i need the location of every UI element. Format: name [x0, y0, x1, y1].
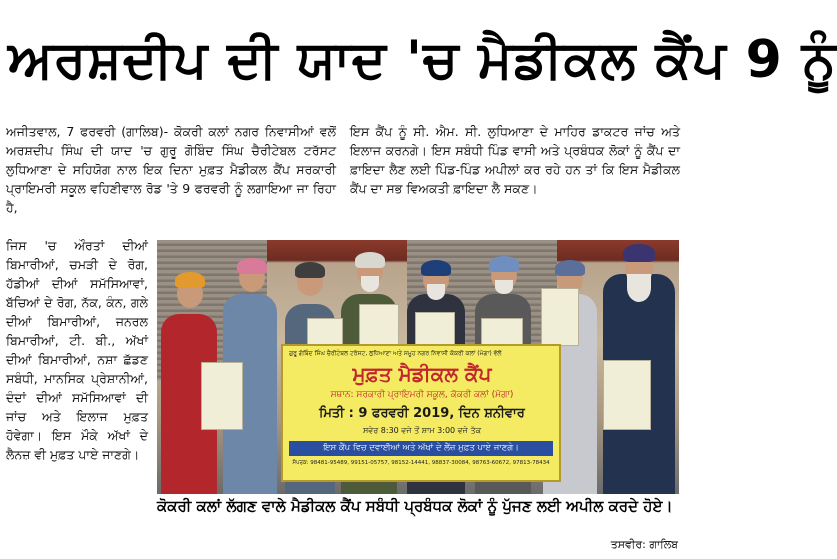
banner-strip: ਇਸ ਕੈਂਪ ਵਿਚ ਦਵਾਈਆਂ ਅਤੇ ਅੱਖਾਂ ਦੇ ਲੈਂਜ਼ ਮੁਫ਼ਤ ਪਾਏ ਜਾਣਗੇ।: [289, 441, 553, 456]
poster-7: [603, 360, 651, 430]
poster-6: [541, 288, 579, 346]
person-5-turban: [421, 260, 451, 276]
photo-caption: ਕੋਕਰੀ ਕਲਾਂ ਲੱਗਣ ਵਾਲੇ ਮੈਡੀਕਲ ਕੈਂਪ ਸਬੰਧੀ ਪ੍ਰਬੰਧਕ ਲੋਕਾਂ ਨੂੰ ਪੁੱਜਣ ਲਈ ਅਪੀਲ ਕਰਦੇ ਹੋਏ।: [157, 497, 673, 515]
person-6-beard: [495, 280, 513, 294]
banner-time: ਸਵੇਰ 8:30 ਵਜੇ ਤੋਂ ਸ਼ਾਮ 3:00 ਵਜੇ ਤੱਕ: [362, 426, 482, 435]
person-7-turban: [555, 260, 585, 276]
camp-banner: [281, 344, 561, 482]
person-8-turban: [623, 244, 655, 262]
article-left-narrow: ਜਿਸ 'ਚ ਔਰਤਾਂ ਦੀਆਂ ਬਿਮਾਰੀਆਂ, ਚਮੜੀ ਦੇ ਰੋਗ, ਹੱਡੀਆਂ ਦੀਆਂ ਸਮੱਸਿਆਵਾਂ, ਬੱਚਿਆਂ ਦੇ ਰੋਗ, ਨੱਕ, ਕੰਨ, ਗਲੇ ਦੀਆਂ ਬਿਮਾਰੀਆਂ, ਜਨਰਲ ਬਿਮਾਰੀਆਂ, ਟੀ. ਬੀ., ਅੱਖਾਂ ਦੀਆਂ ਬਿਮਾਰੀਆਂ, ਨਸ਼ਾ ਛੱਡਣ ਸਬੰਧੀ, ਮਾਨਸਿਕ ਪ੍ਰੇਸ਼ਾਨੀਆਂ, ਦੰਦਾਂ ਦੀਆਂ ਸਮੱਸਿਆਵਾਂ ਦੀ ਜਾਂਚ ਅਤੇ ਇਲਾਜ ਮੁਫ਼ਤ ਹੋਵੇਗਾ। ਇਸ ਮੌਕੇ ਅੱਖਾਂ ਦੇ ਲੈਨਜ਼ ਵੀ ਮੁਫ਼ਤ ਪਾਏ ਜਾਣਗੇ।: [6, 238, 148, 462]
person-4-turban: [355, 252, 385, 268]
person-3-turban: [295, 262, 325, 278]
person-1-turban: [175, 272, 205, 288]
photo-credit: ਤਸਵੀਰ: ਗਾਲਿਬ: [610, 538, 678, 551]
banner-title: ਮੁਫ਼ਤ ਮੈਡੀਕਲ ਕੈਂਪ: [352, 362, 492, 386]
poster-1: [201, 362, 243, 430]
banner-place: ਸਥਾਨ: ਸਰਕਾਰੀ ਪ੍ਰਾਇਮਰੀ ਸਕੂਲ, ਕੋਕਰੀ ਕਲਾਂ (ਮੋਗਾ): [330, 390, 514, 400]
article-left-top: ਅਜੀਤਵਾਲ, 7 ਫਰਵਰੀ (ਗਾਲਿਬ)- ਕੋਕਰੀ ਕਲਾਂ ਨਗਰ ਨਿਵਾਸੀਆਂ ਵਲੋਂ ਅਰਸ਼ਦੀਪ ਸਿੰਘ ਦੀ ਯਾਦ 'ਚ ਗੁਰੂ ਗੋਬਿੰਦ ਸਿੰਘ ਚੈਰੀਟੇਬਲ ਟਰੱਸਟ ਲੁਧਿਆਣਾ ਦੇ ਸਹਿਯੋਗ ਨਾਲ ਇਕ ਦਿਨਾ ਮੁਫ਼ਤ ਮੈਡੀਕਲ ਕੈਂਪ ਸਰਕਾਰੀ ਪ੍ਰਾਇਮਰੀ ਸਕੂਲ ਵਹਿਣੀਵਾਲ ਰੋਡ 'ਤੇ 9 ਫਰਵਰੀ ਨੂੰ ਲਗਾਇਆ ਜਾ ਰਿਹਾ ਹੈ,: [6, 124, 336, 215]
person-2-turban: [237, 258, 267, 274]
headline: ਅਰਸ਼ਦੀਪ ਦੀ ਯਾਦ 'ਚ ਮੈਡੀਕਲ ਕੈਂਪ 9 ਨੂੰ: [8, 30, 837, 90]
person-5-beard: [427, 284, 445, 300]
banner-date: ਮਿਤੀ : 9 ਫਰਵਰੀ 2019, ਦਿਨ ਸ਼ਨੀਵਾਰ: [319, 406, 525, 421]
article-right-top: ਇਸ ਕੈਂਪ ਨੂੰ ਸੀ. ਐਮ. ਸੀ. ਲੁਧਿਆਣਾ ਦੇ ਮਾਹਿਰ ਡਾਕਟਰ ਜਾਂਚ ਅਤੇ ਇਲਾਜ ਕਰਨਗੇ। ਇਸ ਸਬੰਧੀ ਪਿੰਡ ਵਾਸੀ ਅਤੇ ਪ੍ਰਬੰਧਕ ਲੋਕਾਂ ਨੂੰ ਕੈਂਪ ਦਾ ਫ਼ਾਇਦਾ ਲੈਣ ਲਈ ਪਿੰਡ-ਪਿੰਡ ਅਪੀਲਾਂ ਕਰ ਰਹੇ ਹਨ ਤਾਂ ਕਿ ਇਸ ਮੈਡੀਕਲ ਕੈਂਪ ਦਾ ਸਭ ਵਿਅਕਤੀ ਫ਼ਾਇਦਾ ਲੈ ਸਕਣ।: [350, 124, 680, 196]
banner-phones: ਸੰਪਰਕ: 98481-95489, 99151-05757, 98152-14441, 98837-30084, 98763-60672, 97813-78434: [292, 460, 550, 466]
person-6-turban: [489, 256, 519, 272]
banner-organizer: ਗੁਰੂ ਗੋਬਿੰਦ ਸਿੰਘ ਚੈਰੀਟੇਬਲ ਟਰੱਸਟ, ਲੁਧਿਆਣਾ ਅਤੇ ਸਮੂਹ ਨਗਰ ਨਿਵਾਸੀ ਕੋਕਰੀ ਕਲਾਂ (ਮੋਗਾ) ਵੱਲੋਂ: [289, 350, 502, 357]
person-4-beard: [361, 276, 379, 292]
news-photo: [157, 240, 679, 494]
person-8-beard: [627, 274, 651, 302]
